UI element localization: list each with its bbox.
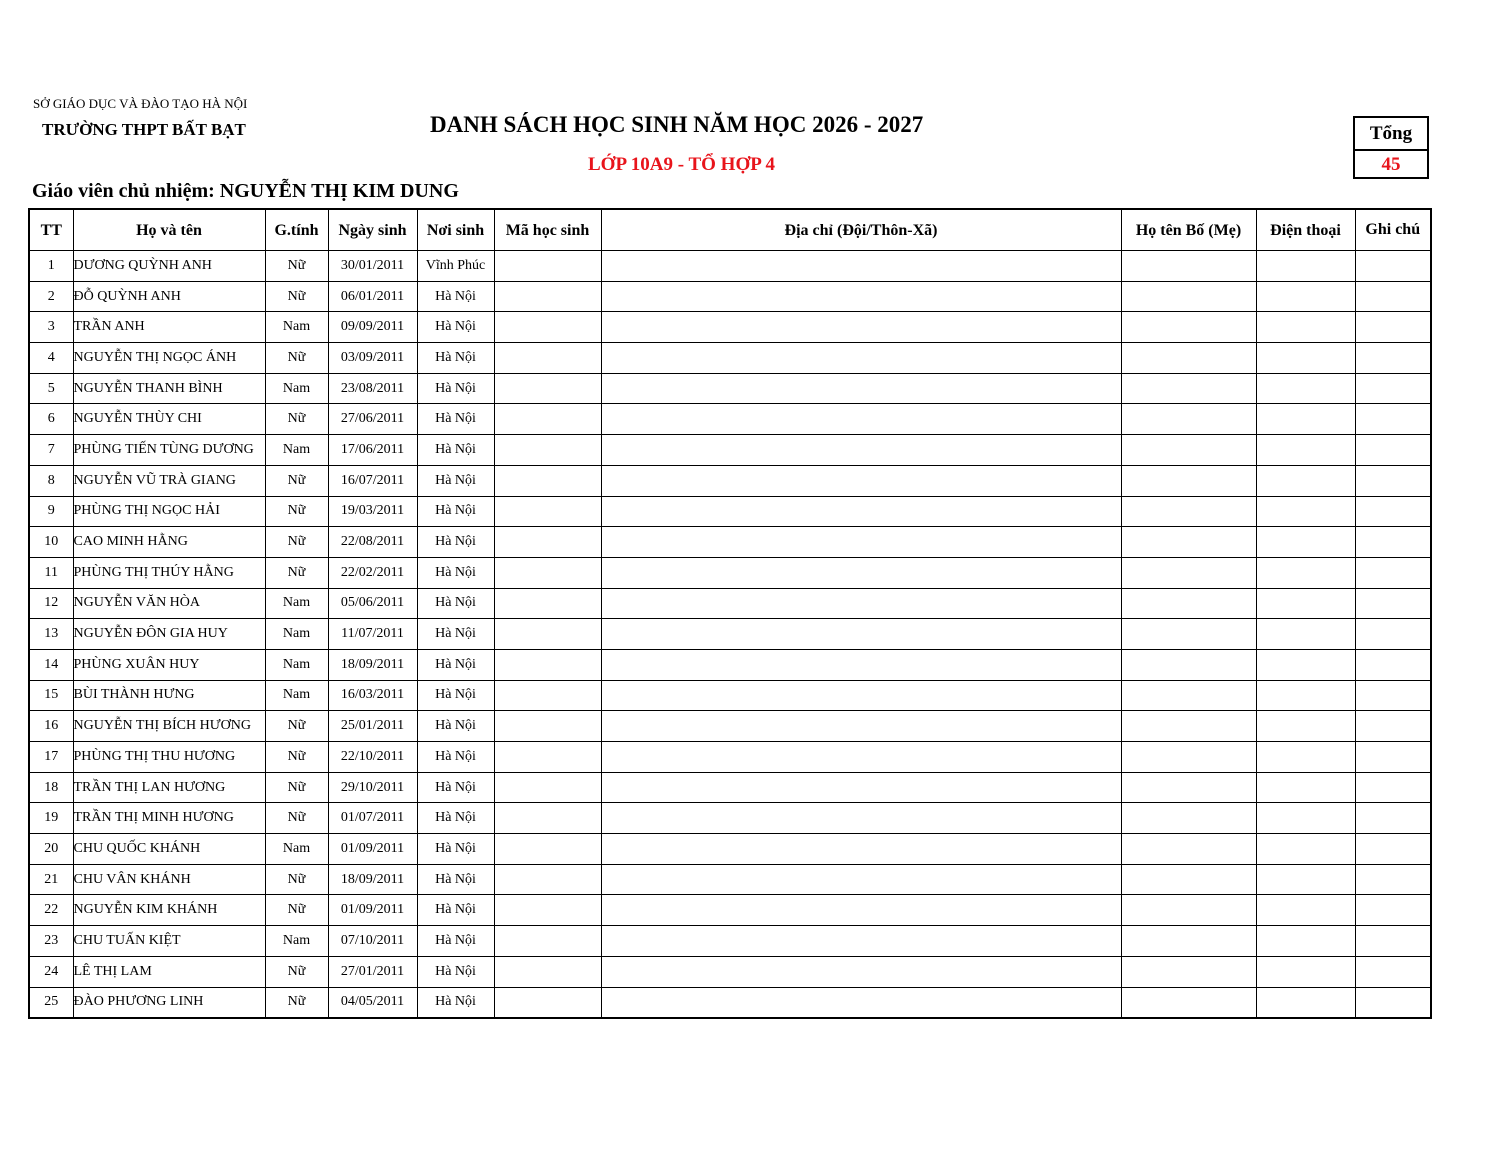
row-number: 12 xyxy=(29,588,73,619)
row-number: 4 xyxy=(29,343,73,374)
student-name: NGUYỄN THÙY CHI xyxy=(73,404,265,435)
table-row xyxy=(29,680,1431,711)
notes-cell xyxy=(1355,496,1431,527)
student-id-cell xyxy=(494,649,601,680)
address-cell xyxy=(601,711,1121,742)
student-name: CHU VÂN KHÁNH xyxy=(73,864,265,895)
column-header-student-id: Mã học sinh xyxy=(494,209,601,251)
page-title: DANH SÁCH HỌC SINH NĂM HỌC 2026 - 2027 xyxy=(430,112,924,137)
date-of-birth: 22/10/2011 xyxy=(328,742,417,773)
gender: Nữ xyxy=(265,496,328,527)
column-header-dob: Ngày sinh xyxy=(328,209,417,251)
table-row xyxy=(29,772,1431,803)
notes-cell xyxy=(1355,649,1431,680)
parent-name-cell xyxy=(1121,343,1256,374)
birthplace: Hà Nội xyxy=(417,772,494,803)
student-name: PHÙNG THỊ THÚY HẰNG xyxy=(73,557,265,588)
row-number: 11 xyxy=(29,557,73,588)
parent-name-cell xyxy=(1121,772,1256,803)
student-name: NGUYỄN VŨ TRÀ GIANG xyxy=(73,465,265,496)
table-row xyxy=(29,373,1431,404)
school-name: TRƯỜNG THPT BẤT BẠT xyxy=(42,120,246,139)
birthplace: Vĩnh Phúc xyxy=(417,251,494,282)
address-cell xyxy=(601,496,1121,527)
address-cell xyxy=(601,588,1121,619)
birthplace: Hà Nội xyxy=(417,496,494,527)
table-row xyxy=(29,895,1431,926)
gender: Nữ xyxy=(265,281,328,312)
row-number: 17 xyxy=(29,742,73,773)
phone-cell xyxy=(1256,435,1355,466)
column-header-phone: Điện thoại xyxy=(1256,209,1355,251)
phone-cell xyxy=(1256,864,1355,895)
address-cell xyxy=(601,404,1121,435)
gender: Nữ xyxy=(265,251,328,282)
parent-name-cell xyxy=(1121,251,1256,282)
date-of-birth: 23/08/2011 xyxy=(328,373,417,404)
parent-name-cell xyxy=(1121,527,1256,558)
student-id-cell xyxy=(494,312,601,343)
table-header-row xyxy=(29,209,1431,251)
table-row xyxy=(29,435,1431,466)
column-header-name: Họ và tên xyxy=(73,209,265,251)
notes-cell xyxy=(1355,926,1431,957)
notes-cell xyxy=(1355,435,1431,466)
phone-cell xyxy=(1256,588,1355,619)
student-id-cell xyxy=(494,803,601,834)
student-name: NGUYỄN VĂN HÒA xyxy=(73,588,265,619)
birthplace: Hà Nội xyxy=(417,588,494,619)
parent-name-cell xyxy=(1121,496,1256,527)
birthplace: Hà Nội xyxy=(417,649,494,680)
table-row xyxy=(29,711,1431,742)
birthplace: Hà Nội xyxy=(417,527,494,558)
gender: Nữ xyxy=(265,864,328,895)
address-cell xyxy=(601,680,1121,711)
notes-cell xyxy=(1355,527,1431,558)
address-cell xyxy=(601,834,1121,865)
notes-cell xyxy=(1355,772,1431,803)
parent-name-cell xyxy=(1121,281,1256,312)
phone-cell xyxy=(1256,742,1355,773)
date-of-birth: 27/06/2011 xyxy=(328,404,417,435)
parent-name-cell xyxy=(1121,803,1256,834)
student-name: NGUYỄN THỊ NGỌC ÁNH xyxy=(73,343,265,374)
notes-cell xyxy=(1355,619,1431,650)
gender: Nam xyxy=(265,312,328,343)
parent-name-cell xyxy=(1121,987,1256,1018)
table-row xyxy=(29,742,1431,773)
student-name: ĐÀO PHƯƠNG LINH xyxy=(73,987,265,1018)
parent-name-cell xyxy=(1121,404,1256,435)
phone-cell xyxy=(1256,281,1355,312)
phone-cell xyxy=(1256,404,1355,435)
notes-cell xyxy=(1355,711,1431,742)
table-row xyxy=(29,496,1431,527)
birthplace: Hà Nội xyxy=(417,619,494,650)
phone-cell xyxy=(1256,680,1355,711)
date-of-birth: 30/01/2011 xyxy=(328,251,417,282)
student-id-cell xyxy=(494,435,601,466)
notes-cell xyxy=(1355,251,1431,282)
birthplace: Hà Nội xyxy=(417,864,494,895)
gender: Nữ xyxy=(265,343,328,374)
gender: Nam xyxy=(265,373,328,404)
student-name: NGUYỄN THỊ BÍCH HƯƠNG xyxy=(73,711,265,742)
table-row xyxy=(29,312,1431,343)
table-row xyxy=(29,987,1431,1018)
total-box xyxy=(1353,116,1429,179)
birthplace: Hà Nội xyxy=(417,435,494,466)
table-row xyxy=(29,803,1431,834)
date-of-birth: 22/08/2011 xyxy=(328,527,417,558)
phone-cell xyxy=(1256,496,1355,527)
parent-name-cell xyxy=(1121,834,1256,865)
gender: Nam xyxy=(265,926,328,957)
notes-cell xyxy=(1355,834,1431,865)
birthplace: Hà Nội xyxy=(417,742,494,773)
student-id-cell xyxy=(494,711,601,742)
birthplace: Hà Nội xyxy=(417,312,494,343)
parent-name-cell xyxy=(1121,557,1256,588)
phone-cell xyxy=(1256,312,1355,343)
date-of-birth: 17/06/2011 xyxy=(328,435,417,466)
gender: Nữ xyxy=(265,987,328,1018)
column-header-address: Địa chỉ (Đội/Thôn-Xã) xyxy=(601,209,1121,251)
row-number: 3 xyxy=(29,312,73,343)
student-id-cell xyxy=(494,895,601,926)
row-number: 2 xyxy=(29,281,73,312)
table-row xyxy=(29,404,1431,435)
row-number: 23 xyxy=(29,926,73,957)
notes-cell xyxy=(1355,312,1431,343)
student-name: ĐỖ QUỲNH ANH xyxy=(73,281,265,312)
phone-cell xyxy=(1256,711,1355,742)
student-name: PHÙNG TIẾN TÙNG DƯƠNG xyxy=(73,435,265,466)
student-name: TRẦN ANH xyxy=(73,312,265,343)
date-of-birth: 29/10/2011 xyxy=(328,772,417,803)
parent-name-cell xyxy=(1121,588,1256,619)
table-row xyxy=(29,343,1431,374)
parent-name-cell xyxy=(1121,649,1256,680)
birthplace: Hà Nội xyxy=(417,803,494,834)
gender: Nữ xyxy=(265,527,328,558)
gender: Nữ xyxy=(265,895,328,926)
phone-cell xyxy=(1256,251,1355,282)
birthplace: Hà Nội xyxy=(417,956,494,987)
table-row xyxy=(29,926,1431,957)
row-number: 9 xyxy=(29,496,73,527)
date-of-birth: 04/05/2011 xyxy=(328,987,417,1018)
phone-cell xyxy=(1256,373,1355,404)
student-id-cell xyxy=(494,251,601,282)
student-name: BÙI THÀNH HƯNG xyxy=(73,680,265,711)
gender: Nữ xyxy=(265,557,328,588)
address-cell xyxy=(601,619,1121,650)
address-cell xyxy=(601,435,1121,466)
gender: Nữ xyxy=(265,711,328,742)
student-id-cell xyxy=(494,588,601,619)
address-cell xyxy=(601,926,1121,957)
table-row xyxy=(29,465,1431,496)
phone-cell xyxy=(1256,803,1355,834)
date-of-birth: 01/07/2011 xyxy=(328,803,417,834)
birthplace: Hà Nội xyxy=(417,557,494,588)
row-number: 8 xyxy=(29,465,73,496)
birthplace: Hà Nội xyxy=(417,711,494,742)
notes-cell xyxy=(1355,987,1431,1018)
gender: Nữ xyxy=(265,772,328,803)
row-number: 20 xyxy=(29,834,73,865)
row-number: 13 xyxy=(29,619,73,650)
student-name: CAO MINH HẰNG xyxy=(73,527,265,558)
date-of-birth: 07/10/2011 xyxy=(328,926,417,957)
row-number: 14 xyxy=(29,649,73,680)
student-name: DƯƠNG QUỲNH ANH xyxy=(73,251,265,282)
row-number: 10 xyxy=(29,527,73,558)
birthplace: Hà Nội xyxy=(417,465,494,496)
birthplace: Hà Nội xyxy=(417,404,494,435)
phone-cell xyxy=(1256,772,1355,803)
student-id-cell xyxy=(494,281,601,312)
birthplace: Hà Nội xyxy=(417,281,494,312)
phone-cell xyxy=(1256,956,1355,987)
phone-cell xyxy=(1256,619,1355,650)
birthplace: Hà Nội xyxy=(417,680,494,711)
student-table xyxy=(28,208,1432,1019)
student-name: NGUYỄN ĐÔN GIA HUY xyxy=(73,619,265,650)
student-id-cell xyxy=(494,772,601,803)
row-number: 16 xyxy=(29,711,73,742)
address-cell xyxy=(601,649,1121,680)
total-value: 45 xyxy=(1381,154,1401,175)
gender: Nam xyxy=(265,834,328,865)
row-number: 5 xyxy=(29,373,73,404)
date-of-birth: 11/07/2011 xyxy=(328,619,417,650)
student-id-cell xyxy=(494,527,601,558)
parent-name-cell xyxy=(1121,435,1256,466)
row-number: 6 xyxy=(29,404,73,435)
student-id-cell xyxy=(494,496,601,527)
column-header-gender: G.tính xyxy=(265,209,328,251)
date-of-birth: 25/01/2011 xyxy=(328,711,417,742)
notes-cell xyxy=(1355,343,1431,374)
date-of-birth: 09/09/2011 xyxy=(328,312,417,343)
address-cell xyxy=(601,312,1121,343)
birthplace: Hà Nội xyxy=(417,834,494,865)
birthplace: Hà Nội xyxy=(417,343,494,374)
date-of-birth: 22/02/2011 xyxy=(328,557,417,588)
notes-cell xyxy=(1355,864,1431,895)
gender: Nam xyxy=(265,588,328,619)
birthplace: Hà Nội xyxy=(417,373,494,404)
table-row xyxy=(29,956,1431,987)
birthplace: Hà Nội xyxy=(417,926,494,957)
notes-cell xyxy=(1355,742,1431,773)
date-of-birth: 16/07/2011 xyxy=(328,465,417,496)
table-row xyxy=(29,864,1431,895)
table-row xyxy=(29,251,1431,282)
birthplace: Hà Nội xyxy=(417,895,494,926)
student-name: CHU TUẤN KIỆT xyxy=(73,926,265,957)
gender: Nữ xyxy=(265,404,328,435)
phone-cell xyxy=(1256,649,1355,680)
address-cell xyxy=(601,987,1121,1018)
date-of-birth: 01/09/2011 xyxy=(328,895,417,926)
date-of-birth: 18/09/2011 xyxy=(328,649,417,680)
date-of-birth: 03/09/2011 xyxy=(328,343,417,374)
student-id-cell xyxy=(494,619,601,650)
parent-name-cell xyxy=(1121,465,1256,496)
gender: Nam xyxy=(265,619,328,650)
phone-cell xyxy=(1256,834,1355,865)
notes-cell xyxy=(1355,281,1431,312)
parent-name-cell xyxy=(1121,864,1256,895)
address-cell xyxy=(601,803,1121,834)
student-name: LÊ THỊ LAM xyxy=(73,956,265,987)
gender: Nam xyxy=(265,435,328,466)
column-header-birthplace: Nơi sinh xyxy=(417,209,494,251)
notes-cell xyxy=(1355,803,1431,834)
table-row xyxy=(29,527,1431,558)
phone-cell xyxy=(1256,527,1355,558)
parent-name-cell xyxy=(1121,742,1256,773)
gender: Nam xyxy=(265,649,328,680)
row-number: 15 xyxy=(29,680,73,711)
gender: Nam xyxy=(265,680,328,711)
notes-cell xyxy=(1355,680,1431,711)
address-cell xyxy=(601,864,1121,895)
column-header-tt: TT xyxy=(29,209,73,251)
student-id-cell xyxy=(494,680,601,711)
total-label: Tổng xyxy=(1355,118,1427,151)
row-number: 7 xyxy=(29,435,73,466)
phone-cell xyxy=(1256,343,1355,374)
parent-name-cell xyxy=(1121,895,1256,926)
date-of-birth: 06/01/2011 xyxy=(328,281,417,312)
table-row xyxy=(29,619,1431,650)
student-id-cell xyxy=(494,373,601,404)
address-cell xyxy=(601,772,1121,803)
student-id-cell xyxy=(494,557,601,588)
parent-name-cell xyxy=(1121,680,1256,711)
address-cell xyxy=(601,281,1121,312)
date-of-birth: 18/09/2011 xyxy=(328,864,417,895)
row-number: 21 xyxy=(29,864,73,895)
row-number: 18 xyxy=(29,772,73,803)
student-id-cell xyxy=(494,742,601,773)
table-row xyxy=(29,588,1431,619)
student-name: TRẦN THỊ LAN HƯƠNG xyxy=(73,772,265,803)
gender: Nữ xyxy=(265,956,328,987)
homeroom-teacher: Giáo viên chủ nhiệm: NGUYỄN THỊ KIM DUNG xyxy=(32,180,459,202)
row-number: 25 xyxy=(29,987,73,1018)
parent-name-cell xyxy=(1121,926,1256,957)
table-row xyxy=(29,834,1431,865)
date-of-birth: 19/03/2011 xyxy=(328,496,417,527)
parent-name-cell xyxy=(1121,711,1256,742)
notes-cell xyxy=(1355,465,1431,496)
birthplace: Hà Nội xyxy=(417,987,494,1018)
address-cell xyxy=(601,373,1121,404)
row-number: 22 xyxy=(29,895,73,926)
department-name: SỞ GIÁO DỤC VÀ ĐÀO TẠO HÀ NỘI xyxy=(33,96,248,111)
student-name: CHU QUỐC KHÁNH xyxy=(73,834,265,865)
address-cell xyxy=(601,251,1121,282)
phone-cell xyxy=(1256,465,1355,496)
gender: Nữ xyxy=(265,742,328,773)
student-name: TRẦN THỊ MINH HƯƠNG xyxy=(73,803,265,834)
student-id-cell xyxy=(494,404,601,435)
address-cell xyxy=(601,465,1121,496)
student-name: NGUYỄN KIM KHÁNH xyxy=(73,895,265,926)
parent-name-cell xyxy=(1121,619,1256,650)
address-cell xyxy=(601,557,1121,588)
address-cell xyxy=(601,527,1121,558)
date-of-birth: 27/01/2011 xyxy=(328,956,417,987)
parent-name-cell xyxy=(1121,312,1256,343)
date-of-birth: 16/03/2011 xyxy=(328,680,417,711)
parent-name-cell xyxy=(1121,956,1256,987)
notes-cell xyxy=(1355,373,1431,404)
student-name: PHÙNG THỊ THU HƯƠNG xyxy=(73,742,265,773)
phone-cell xyxy=(1256,895,1355,926)
phone-cell xyxy=(1256,926,1355,957)
student-name: NGUYỄN THANH BÌNH xyxy=(73,373,265,404)
address-cell xyxy=(601,742,1121,773)
column-header-notes: Ghi chú xyxy=(1355,209,1431,251)
address-cell xyxy=(601,343,1121,374)
student-id-cell xyxy=(494,834,601,865)
date-of-birth: 05/06/2011 xyxy=(328,588,417,619)
notes-cell xyxy=(1355,404,1431,435)
notes-cell xyxy=(1355,895,1431,926)
table-row xyxy=(29,649,1431,680)
student-id-cell xyxy=(494,956,601,987)
column-header-parent: Họ tên Bố (Mẹ) xyxy=(1121,209,1256,251)
gender: Nữ xyxy=(265,803,328,834)
row-number: 19 xyxy=(29,803,73,834)
student-id-cell xyxy=(494,343,601,374)
address-cell xyxy=(601,956,1121,987)
gender: Nữ xyxy=(265,465,328,496)
table-row xyxy=(29,557,1431,588)
notes-cell xyxy=(1355,588,1431,619)
row-number: 1 xyxy=(29,251,73,282)
parent-name-cell xyxy=(1121,373,1256,404)
notes-cell xyxy=(1355,557,1431,588)
student-id-cell xyxy=(494,926,601,957)
phone-cell xyxy=(1256,987,1355,1018)
phone-cell xyxy=(1256,557,1355,588)
date-of-birth: 01/09/2011 xyxy=(328,834,417,865)
address-cell xyxy=(601,895,1121,926)
class-subtitle: LỚP 10A9 - TỔ HỢP 4 xyxy=(588,154,776,175)
student-name: PHÙNG THỊ NGỌC HẢI xyxy=(73,496,265,527)
table-row xyxy=(29,281,1431,312)
notes-cell xyxy=(1355,956,1431,987)
student-id-cell xyxy=(494,864,601,895)
student-id-cell xyxy=(494,465,601,496)
row-number: 24 xyxy=(29,956,73,987)
student-id-cell xyxy=(494,987,601,1018)
student-name: PHÙNG XUÂN HUY xyxy=(73,649,265,680)
